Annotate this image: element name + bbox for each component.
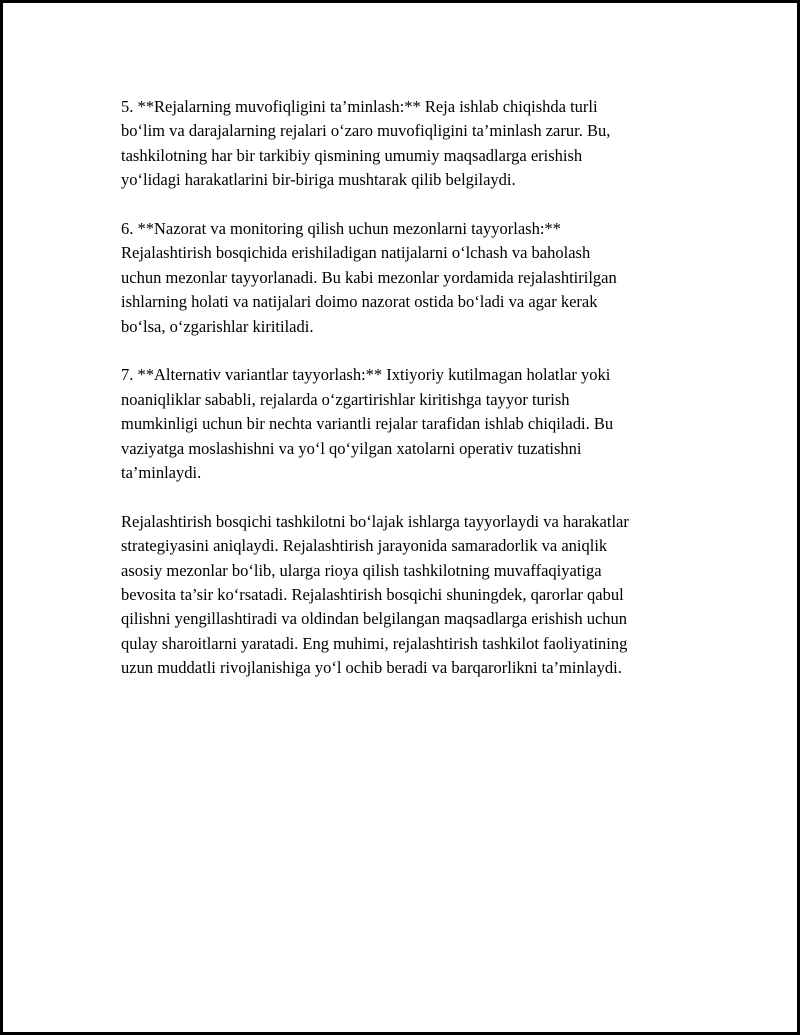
paragraph-conclusion xyxy=(121,510,696,681)
document-body xyxy=(121,95,696,705)
text-line: yo‘lidagi harakatlarini bir-biriga mushtarak qilib belgilaydi. xyxy=(121,170,516,190)
text-line: tashkilotning har bir tarkibiy qismining umumiy maqsadlarga erishish xyxy=(121,145,583,165)
text-line: noaniqliklar sababli, rejalarda o‘zgartirishlar kiritishga tayyor turish xyxy=(121,389,570,409)
text-line: bevosita ta’sir ko‘rsatadi. Rejalashtirish bosqichi shuningdek, qarorlar qabul xyxy=(121,585,624,605)
text-line: mumkinligi uchun bir nechta variantli rejalar tarafidan ishlab chiqiladi. Bu xyxy=(121,414,614,434)
text-line: bo‘lim va darajalarning rejalari o‘zaro muvofiqligini ta’minlash zarur. Bu, xyxy=(121,121,611,141)
text-line: qulay sharoitlarni yaratadi. Eng muhimi, rejalashtirish tashkilot faoliyatining xyxy=(121,633,628,653)
paragraph-item-6 xyxy=(121,217,696,339)
text-line: ta’minlaydi. xyxy=(121,463,202,483)
paragraph-item-5 xyxy=(121,95,696,193)
text-line: asosiy mezonlar bo‘lib, ularga rioya qilish tashkilotning muvaffaqiyatiga xyxy=(121,560,602,580)
text-line: Rejalashtirish bosqichida erishiladigan natijalarni o‘lchash va baholash xyxy=(121,243,591,263)
text-line: 6. **Nazorat va monitoring qilish uchun mezonlarni tayyorlash:** xyxy=(121,219,561,239)
text-line: ishlarning holati va natijalari doimo nazorat ostida bo‘ladi va agar kerak xyxy=(121,292,598,312)
text-line: 7. **Alternativ variantlar tayyorlash:** Ixtiyoriy kutilmagan holatlar yoki xyxy=(121,365,611,385)
text-line: 5. **Rejalarning muvofiqligini ta’minlash:** Reja ishlab chiqishda turli xyxy=(121,97,598,116)
paragraph-item-7 xyxy=(121,363,696,485)
text-line: bo‘lsa, o‘zgarishlar kiritiladi. xyxy=(121,316,314,336)
text-line: qilishni yengillashtiradi va oldindan belgilangan maqsadlarga erishish uchun xyxy=(121,609,628,629)
text-line: uzun muddatli rivojlanishiga yo‘l ochib beradi va barqarorlikni ta’minlaydi. xyxy=(121,658,622,678)
text-line: Rejalashtirish bosqichi tashkilotni bo‘lajak ishlarga tayyorlaydi va harakatlar xyxy=(121,511,629,531)
text-line: strategiyasini aniqlaydi. Rejalashtirish jarayonida samaradorlik va aniqlik xyxy=(121,536,608,556)
text-line: uchun mezonlar tayyorlanadi. Bu kabi mezonlar yordamida rejalashtirilgan xyxy=(121,267,617,287)
text-line: vaziyatga moslashishni va yo‘l qo‘yilgan xatolarni operativ tuzatishni xyxy=(121,438,582,458)
